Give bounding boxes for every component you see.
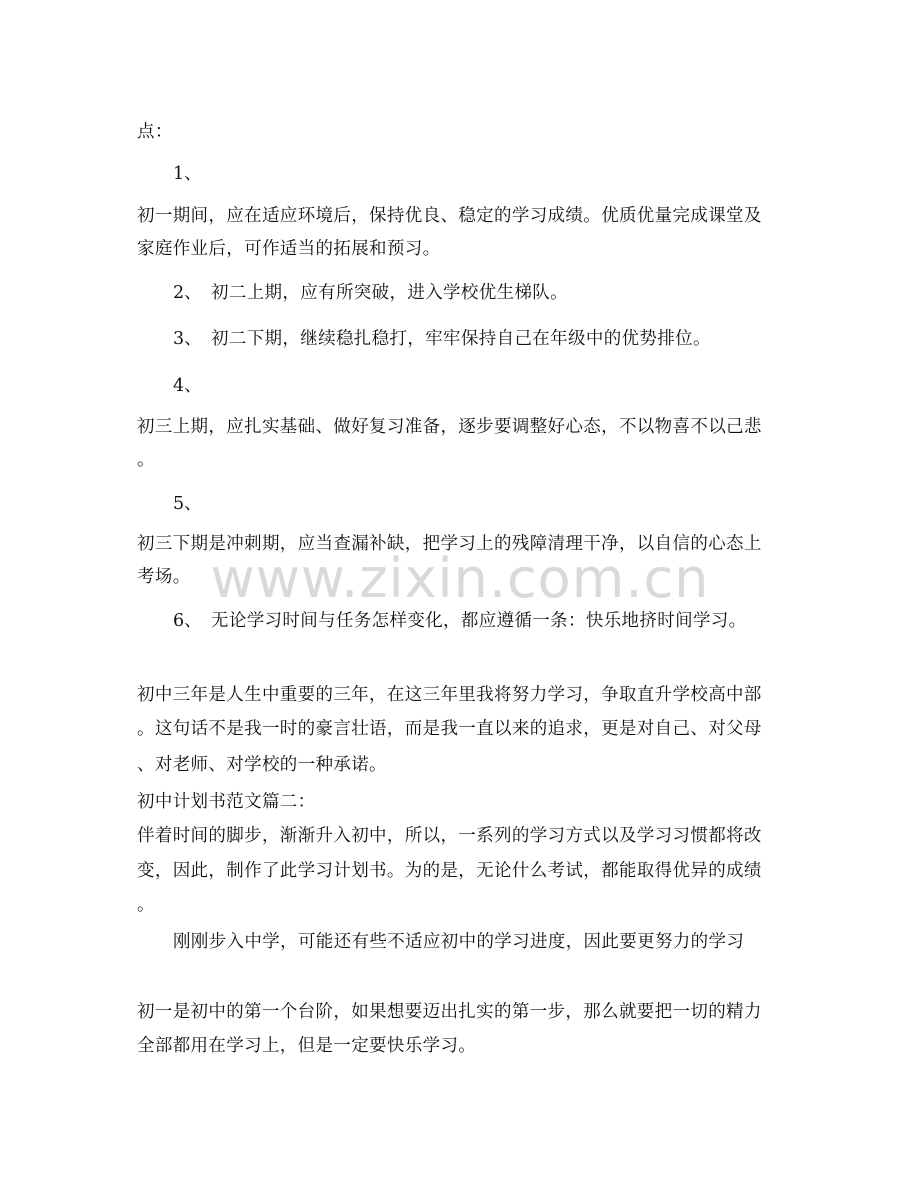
list-number: 2、 [173, 283, 202, 303]
text-line: 家庭作业后，可作适当的拓展和预习。 [137, 239, 441, 259]
watermark: www.zixin.com.cn [210, 547, 710, 610]
text-line: 、对老师、对学校的一种承诺。 [137, 755, 387, 775]
text-line: 初中三年是人生中重要的三年，在这三年里我将努力学习，争取直升学校高中部 [137, 685, 762, 705]
text-line: 初三下期是冲刺期，应当查漏补缺，把学习上的残障清理干净，以自信的心态上 [137, 534, 762, 554]
list-item-text: 无论学习时间与任务怎样变化，都应遵循一条：快乐地挤时间学习。 [211, 611, 747, 631]
text-line: 点： [137, 122, 173, 142]
section-heading: 初中计划书范文篇二： [137, 792, 316, 812]
list-number: 3、 [173, 329, 202, 349]
text-line: 考场。 [137, 567, 191, 587]
text-line: 刚刚步入中学，可能还有些不适应初中的学习进度，因此要更努力的学习 [173, 932, 745, 952]
text-line: 初一期间，应在适应环境后，保持优良、稳定的学习成绩。优质优量完成课堂及 [137, 206, 762, 226]
text-line: 初一是初中的第一个台阶，如果想要迈出扎实的第一步，那么就要把一切的精力 [137, 1002, 762, 1022]
list-item-text: 初二下期，继续稳扎稳打，牢牢保持自己在年级中的优势排位。 [211, 329, 711, 349]
list-number: 4、 [173, 376, 202, 396]
text-line: 。这句话不是我一时的豪言壮语，而是我一直以来的追求，更是对自己、对父母 [137, 719, 762, 739]
text-line: 变，因此，制作了此学习计划书。为的是，无论什么考试，都能取得优异的成绩 [137, 861, 762, 881]
list-number: 5、 [173, 494, 202, 514]
text-line: 。 [137, 895, 155, 915]
list-item-text: 初二上期，应有所突破，进入学校优生梯队。 [211, 283, 568, 303]
text-line: 。 [137, 450, 155, 470]
text-line: 全部都用在学习上，但是一定要快乐学习。 [137, 1036, 477, 1056]
text-line: 伴着时间的脚步，渐渐升入初中，所以，一系列的学习方式以及学习习惯都将改 [137, 826, 762, 846]
text-line: 初三上期，应扎实基础、做好复习准备，逐步要调整好心态，不以物喜不以己悲 [137, 417, 762, 437]
list-number: 6、 [173, 611, 202, 631]
list-number: 1、 [173, 164, 202, 184]
